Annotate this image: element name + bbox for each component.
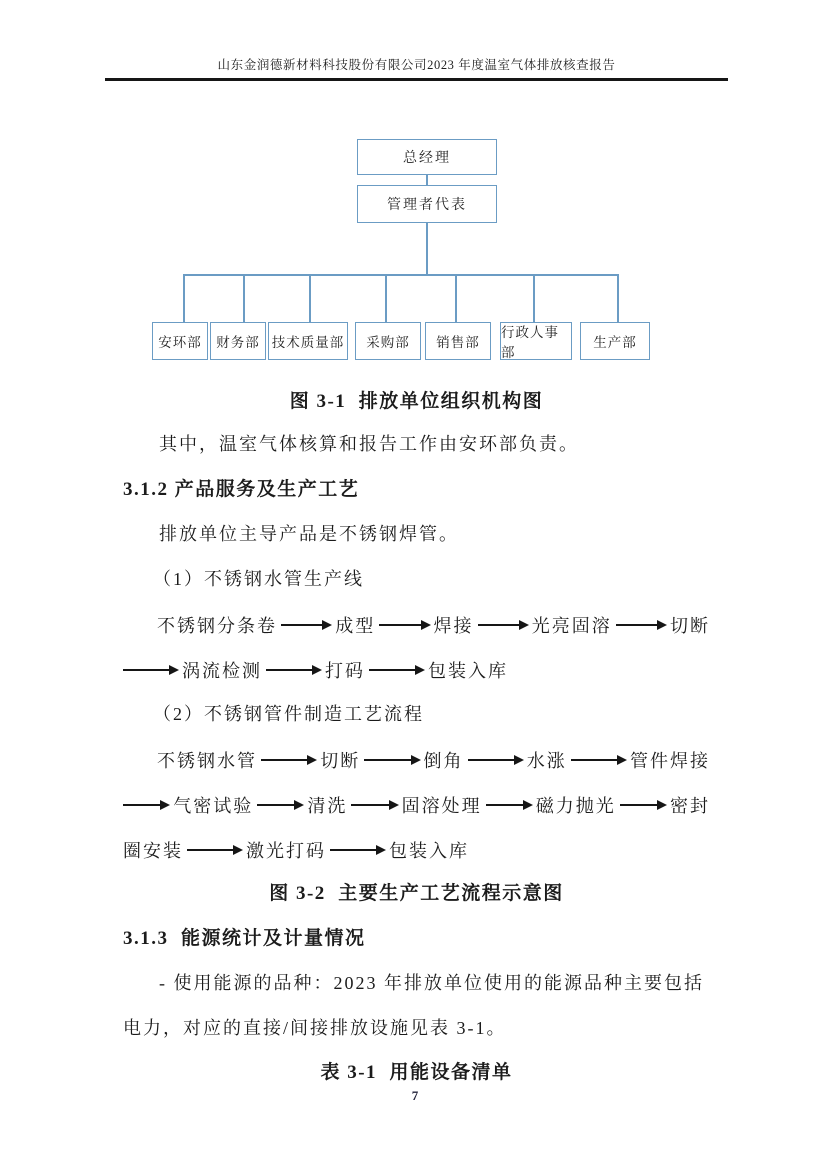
page-header-title: 山东金润德新材料科技股份有限公司2023 年度温室气体排放核查报告 [217,58,616,72]
figure-3-1-caption: 图 3-1 排放单位组织机构图 [289,391,544,412]
header-divider [105,78,728,81]
flow-step: 包装入库 [428,660,508,681]
process-flow-2-line-2 [123,782,710,827]
org-box-dept [500,322,572,360]
flow-arrow-icon [257,804,294,806]
org-box-label: 生产部 [593,335,637,350]
process-flow-2-line-3 [123,827,710,872]
org-connector-line [243,274,245,322]
flow-arrow-icon [364,759,410,761]
flow-step: 倒角 [423,750,464,771]
organization-chart [123,127,710,360]
flow-arrow-icon [620,804,657,806]
org-box-dept [152,322,208,360]
flow-step: 成型 [335,615,376,636]
section-3-1-2-heading: 3.1.2 产品服务及生产工艺 [123,479,360,500]
flow-step: 焊接 [433,615,474,636]
org-box-label: 安环部 [158,335,202,350]
flow-step: 光亮固溶 [531,615,612,636]
flow-step: 涡流检测 [182,660,262,681]
org-box-dept [580,322,650,360]
process-flow-1-line-1 [123,602,710,647]
flow-arrow-icon [571,759,617,761]
process-flow-1-line-2 [123,647,710,692]
paragraph-subtitle-2: （2）不锈钢管件制造工艺流程 [153,704,424,724]
org-box-dept [355,322,421,360]
flow-step: 激光打码 [246,840,326,861]
flow-step: 切断 [670,615,710,636]
flow-arrow-icon [468,759,514,761]
org-box-label: 采购部 [366,335,410,350]
flow-step: 磁力抛光 [535,795,616,816]
org-box-dept [425,322,491,360]
flow-step: 气密试验 [173,795,254,816]
paragraph-energy-line-2: 电力，对应的直接/间接排放设施见表 3-1。 [123,1018,507,1038]
flow-arrow-icon [123,669,169,671]
flow-arrow-icon [281,624,322,626]
paragraph-main-product: 排放单位主导产品是不锈钢焊管。 [159,524,459,544]
flow-arrow-icon [261,759,307,761]
org-box-label: 管理者代表 [387,198,467,213]
org-box-label: 财务部 [216,335,260,350]
flow-arrow-icon [369,669,415,671]
flow-step: 管件焊接 [630,750,710,771]
org-connector-line [309,274,311,322]
page-number: 7 [411,1088,419,1103]
figure-3-2-caption: 图 3-2 主要生产工艺流程示意图 [269,883,564,904]
org-connector-line [426,223,428,274]
flow-step: 固溶处理 [401,795,482,816]
org-connector-line [183,274,185,322]
org-box-general-manager [357,139,497,175]
org-connector-line [455,274,457,322]
org-box-dept [210,322,266,360]
org-connector-line [385,274,387,322]
org-box-management-representative [357,185,497,223]
flow-step: 不锈钢分条卷 [157,615,277,636]
flow-arrow-icon [616,624,657,626]
flow-arrow-icon [123,804,160,806]
flow-arrow-icon [187,849,233,851]
org-box-label: 销售部 [436,335,480,350]
flow-arrow-icon [330,849,376,851]
flow-step: 密封 [670,795,711,816]
flow-step: 切断 [320,750,361,771]
flow-arrow-icon [478,624,519,626]
paragraph-energy-line-1: - 使用能源的品种：2023 年排放单位使用的能源品种主要包括 [159,973,704,993]
flow-arrow-icon [351,804,388,806]
org-connector-line [426,175,428,185]
flow-step: 不锈钢水管 [157,750,257,771]
paragraph-subtitle-1: （1）不锈钢水管生产线 [153,569,364,589]
org-connector-line [617,274,619,322]
org-box-label: 技术质量部 [271,335,345,350]
process-flow-2-line-1 [123,737,710,782]
flow-step: 包装入库 [389,840,469,861]
org-box-dept [268,322,348,360]
org-box-label: 行政人事部 [501,325,559,360]
paragraph-responsibility: 其中，温室气体核算和报告工作由安环部负责。 [159,434,579,454]
flow-arrow-icon [486,804,523,806]
org-box-label: 总经理 [403,151,451,166]
flow-step: 打码 [325,660,365,681]
section-3-1-3-heading: 3.1.3 能源统计及计量情况 [123,928,366,949]
flow-arrow-icon [266,669,312,671]
flow-step: 圈安装 [123,840,183,861]
org-connector-rail [183,274,619,276]
org-connector-line [533,274,535,322]
flow-step: 水涨 [526,750,567,771]
flow-step: 清洗 [307,795,348,816]
table-3-1-caption: 表 3-1 用能设备清单 [320,1062,513,1083]
flow-arrow-icon [379,624,420,626]
